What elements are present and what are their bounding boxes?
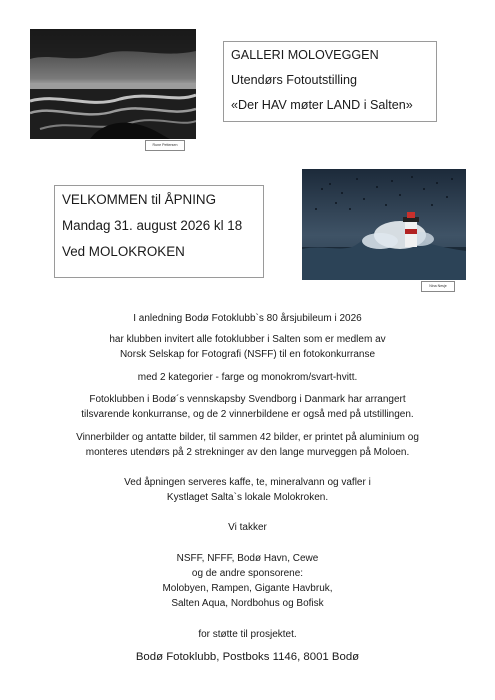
prints-line-1: Vinnerbilder og antatte bilder, til sammen 42 bilder, er printet på aluminium og — [76, 432, 419, 443]
opening-date: Mandag 31. august 2026 kl 18 — [62, 218, 243, 233]
opening-info-box — [54, 185, 264, 278]
support-line: for støtte til prosjektet. — [198, 629, 297, 640]
refreshments-line-2: Kystlaget Salta`s lokale Molokroken. — [166, 492, 329, 503]
svendborg-line-1: Fotoklubben i Bodø´s vennskapsby Svendborg i Danmark har arrangert — [89, 394, 406, 405]
svendborg-line-2: tilsvarende konkurranse, og de 2 vinnerbildene er også med på utstillingen. — [81, 409, 414, 420]
sponsors-line-3: Molobyen, Rampen, Gigante Havbruk, — [162, 583, 333, 594]
club-address: Bodø Fotoklubb, Postboks 1146, 8001 Bodø — [135, 651, 360, 663]
invitation-line-1: har klubben invitert alle fotoklubber i Salten som er medlem av — [109, 334, 386, 345]
invitation-line-2: Norsk Selskap for Fotografi (NSFF) til en fotokonkurranse — [119, 349, 376, 360]
thanks-heading: Vi takker — [228, 522, 267, 533]
gallery-name: GALLERI MOLOVEGGEN — [231, 48, 379, 62]
sponsors-line-1: NSFF, NFFF, Bodø Havn, Cewe — [176, 553, 319, 564]
seascape-waves-photo — [30, 29, 196, 139]
exhibition-subtitle: Utendørs Fotoutstilling — [231, 73, 357, 87]
welcome-heading: VELKOMMEN til ÅPNING — [62, 192, 217, 207]
exhibition-theme: «Der HAV møter LAND i Salten» — [231, 98, 413, 112]
jubilee-intro: I anledning Bodø Fotoklubb`s 80 årsjubileum i 2026 — [133, 313, 362, 324]
sponsors-line-2: og de andre sponsorene: — [191, 568, 304, 579]
prints-line-2: monteres utendørs på 2 strekninger av den lange murveggen på Moloen. — [85, 447, 410, 458]
refreshments-line-1: Ved åpningen serveres kaffe, te, mineralvann og vafler i — [124, 477, 371, 488]
exhibition-title-box — [223, 41, 437, 122]
sponsors-line-4: Salten Aqua, Nordbohus og Bofisk — [171, 598, 324, 609]
opening-location: Ved MOLOKROKEN — [62, 244, 185, 259]
lighthouse-storm-photo — [302, 169, 466, 280]
photo-credit: Rune Pettersen — [145, 140, 185, 151]
categories-line: med 2 kategorier - farge og monokrom/svart-hvitt. — [137, 372, 358, 383]
photo-credit: Nina Nesje — [421, 281, 455, 292]
